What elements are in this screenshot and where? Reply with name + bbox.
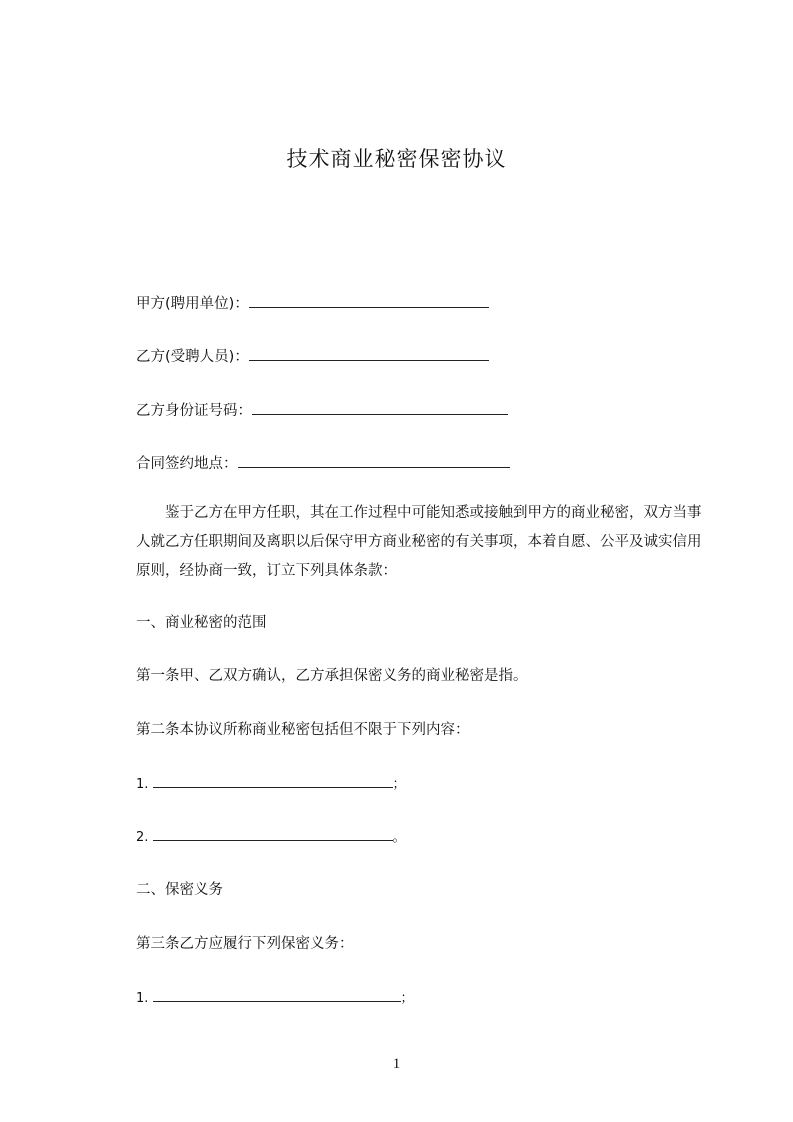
field-signing-place bbox=[136, 452, 510, 473]
list-item-number: 2. bbox=[136, 830, 149, 845]
list-item-punctuation: 。 bbox=[392, 830, 406, 845]
list-item-number: 1. bbox=[136, 777, 149, 792]
fill-in-blank[interactable] bbox=[249, 345, 489, 361]
field-id-number bbox=[136, 399, 508, 420]
document-title: 技术商业秘密保密协议 bbox=[286, 147, 507, 171]
article-text: 第二条本协议所称商业秘密包括但不限于下列内容： bbox=[136, 722, 470, 738]
section-heading: 二、保密义务 bbox=[136, 882, 223, 898]
field-employer bbox=[136, 292, 489, 313]
fill-in-blank[interactable] bbox=[252, 399, 508, 415]
list-item-punctuation: ； bbox=[400, 991, 414, 1006]
list-item-punctuation: ； bbox=[392, 777, 406, 792]
fill-in-blank[interactable] bbox=[153, 772, 393, 788]
field-label: 乙方身份证号码： bbox=[136, 403, 252, 419]
page-number: 1 bbox=[392, 1056, 401, 1072]
list-item bbox=[136, 772, 406, 792]
field-label: 乙方(受聘人员)： bbox=[136, 349, 249, 365]
field-employee bbox=[136, 345, 489, 366]
fill-in-blank[interactable] bbox=[249, 292, 489, 308]
fill-in-blank[interactable] bbox=[153, 986, 401, 1002]
list-item bbox=[136, 986, 414, 1006]
list-item-number: 1. bbox=[136, 991, 149, 1006]
article-text: 第一条甲、乙双方确认，乙方承担保密义务的商业秘密是指。 bbox=[136, 668, 528, 684]
section-heading: 一、商业秘密的范围 bbox=[136, 615, 267, 631]
field-label: 甲方(聘用单位)： bbox=[136, 296, 249, 312]
intro-paragraph: 鉴于乙方在甲方任职，其在工作过程中可能知悉或接触到甲方的商业秘密，双方当事人就乙方任职期间及离职以后保守甲方商业秘密的有关事项，本着自愿、公平及诚实信用原则，经协商一致，订立下列具体条款： bbox=[136, 505, 702, 579]
fill-in-blank[interactable] bbox=[153, 825, 393, 841]
article-text: 第三条乙方应履行下列保密义务： bbox=[136, 936, 354, 952]
field-label: 合同签约地点： bbox=[136, 456, 238, 472]
list-item bbox=[136, 825, 406, 845]
fill-in-blank[interactable] bbox=[238, 452, 510, 468]
